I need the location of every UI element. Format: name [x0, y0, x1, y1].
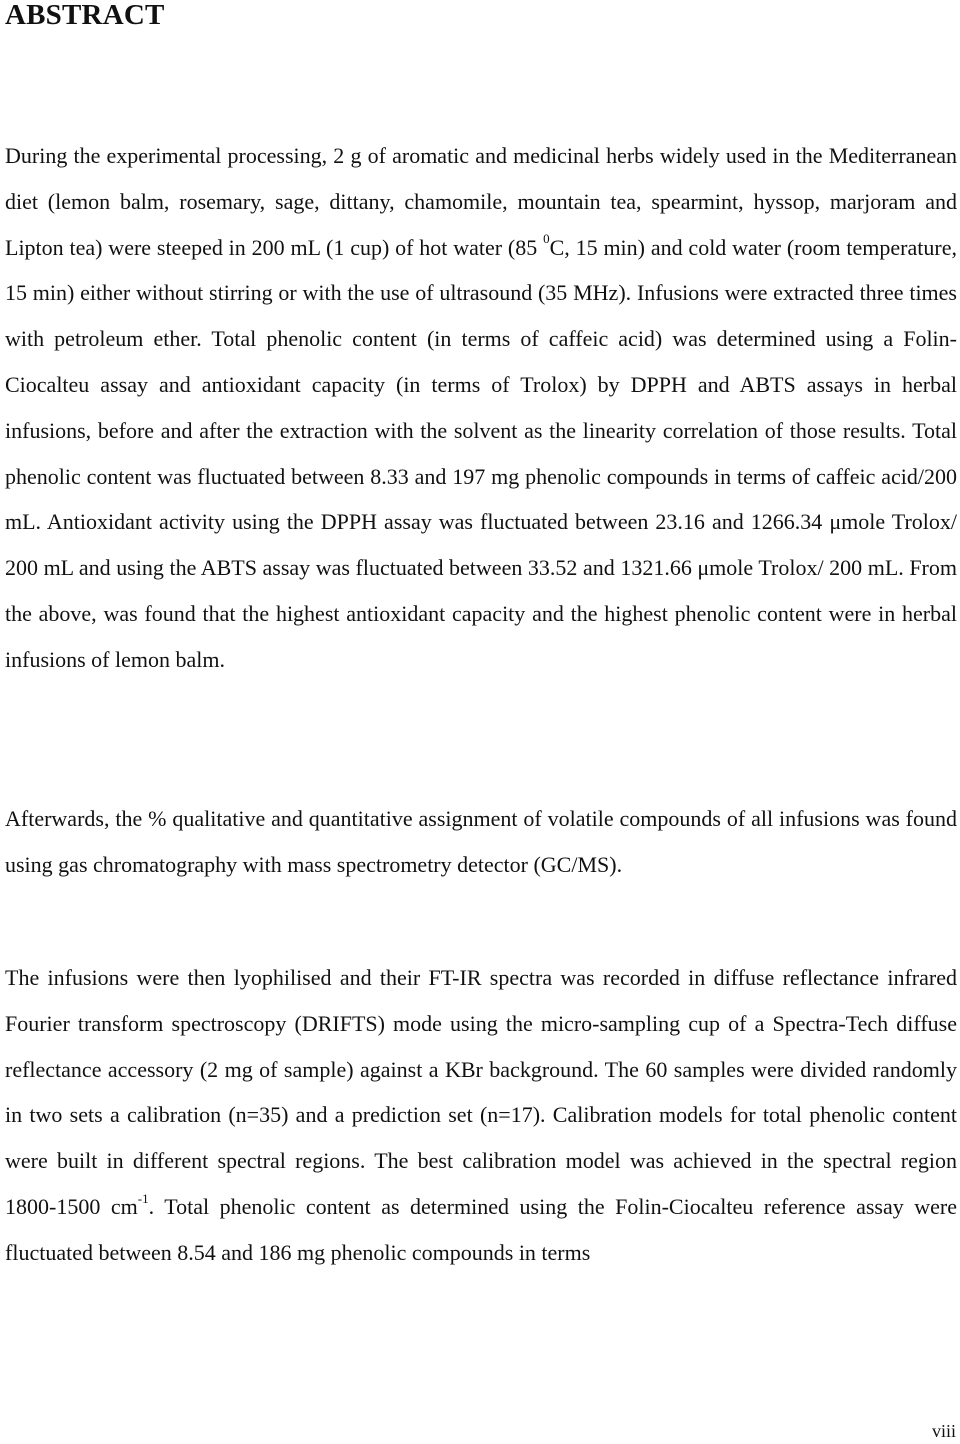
paragraph-1-text-b: C, 15 min) and cold water (room temperature, 15 min) either without stirring or with the use of ultrasound (35 MHz). Infusions were extracted three times with petroleum ether. Total phenolic content (in terms of caffeic acid) was determined using a Folin-Ciocalteu assay and antioxidant capacity (in terms of Trolox) by DPPH and ABTS assays in herbal infusions, before and after the extraction with the solvent as the linearity correlation of those results. Total phenolic content was fluctuated between 8.33 and 197 mg phenolic compounds in terms of caffeic acid/200 mL. Antioxidant activity using the DPPH assay was fluctuated between 23.16 and 1266.34 μmole Trolox/ 200 mL and using the ABTS assay was fluctuated between 33.52 and 1321.66 μmole Trolox/ 200 mL. From the above, was found that the highest antioxidant capacity and the highest phenolic content were in herbal infusions of lemon balm. — [5, 234, 957, 672]
wavenumber-superscript: -1 — [137, 1190, 149, 1206]
abstract-paragraph-2: Afterwards, the % qualitative and quantitative assignment of volatile compounds of all infusions was found using gas chromatography with mass spectrometry detector (GC/MS). — [5, 806, 957, 877]
page-title: ABSTRACT — [5, 0, 165, 31]
page-number: viii — [931, 1421, 956, 1441]
paragraph-3-text-b: . Total phenolic content as determined using the Folin-Ciocalteu reference assay were fluctuated between 8.54 and 186 mg phenolic compounds in terms — [5, 1193, 958, 1265]
paragraph-3-text-a: The infusions were then lyophilised and their FT-IR spectra was recorded in diffuse reflectance infrared Fourier transform spectroscopy (DRIFTS) mode using the micro-sampling cup of a Spectra-Tech diffuse reflectance accessory (2 mg of sample) against a KBr background. The 60 samples were divided randomly in two sets a calibration (n=35) and a prediction set (n=17). Calibration models for total phenolic content were built in different spectral regions. The best calibration model was achieved in the spectral region 1800-1500 cm — [5, 965, 957, 1219]
abstract-paragraph-3 — [5, 955, 957, 1276]
degree-superscript: 0 — [543, 231, 550, 247]
abstract-paragraph-1 — [5, 133, 957, 683]
paragraph-1-text-a: During the experimental processing, 2 g of aromatic and medicinal herbs widely used in the Mediterranean diet (lemon balm, rosemary, sage, dittany, chamomile, mountain tea, spearmint, hyssop, marjoram and Lipton tea) were steeped in 200 mL (1 cup) of hot water (85 — [5, 143, 957, 260]
